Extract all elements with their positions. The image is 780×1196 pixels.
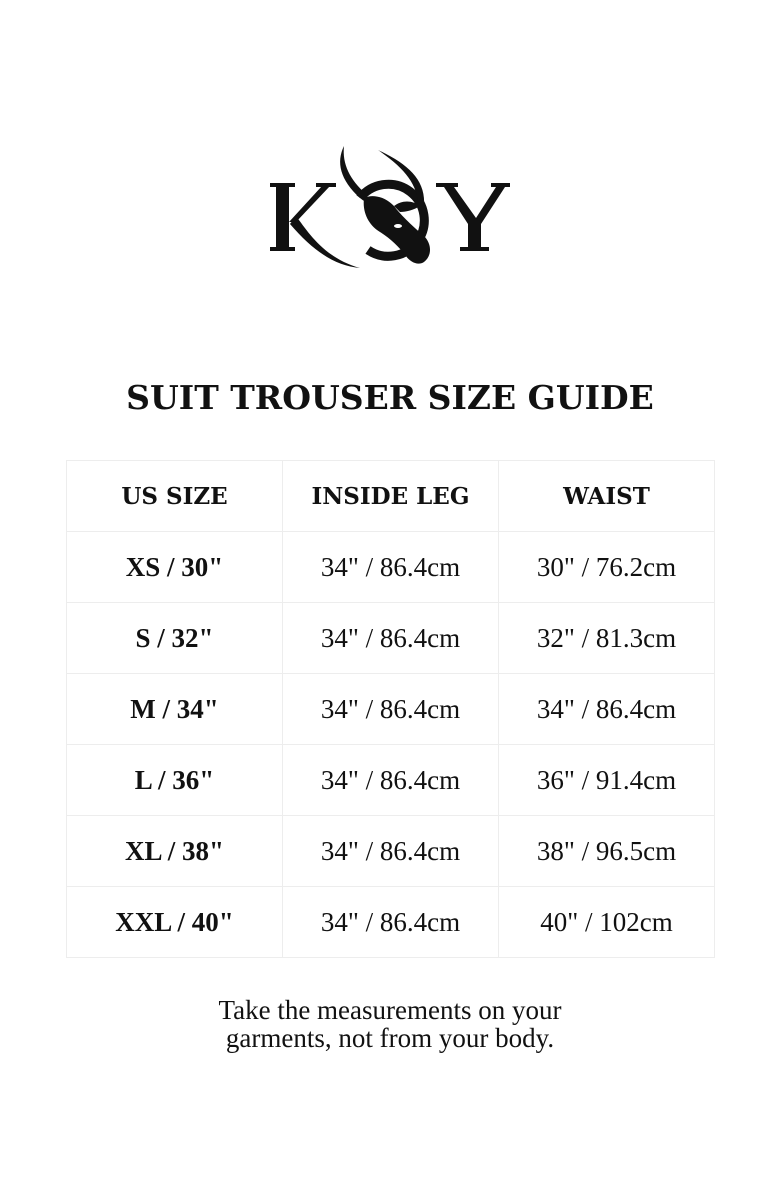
waist-cell: 32" / 81.3cm bbox=[499, 603, 715, 674]
column-header-inside-leg: INSIDE LEG bbox=[283, 461, 499, 532]
size-cell: S / 32" bbox=[67, 603, 283, 674]
table-row bbox=[67, 532, 715, 603]
column-header-waist: WAIST bbox=[499, 461, 715, 532]
size-cell: XXL / 40" bbox=[67, 887, 283, 958]
size-cell: XL / 38" bbox=[67, 816, 283, 887]
table-header-row bbox=[67, 461, 715, 532]
size-cell: L / 36" bbox=[67, 745, 283, 816]
table-row bbox=[67, 745, 715, 816]
table-row bbox=[67, 674, 715, 745]
waist-cell: 40" / 102cm bbox=[499, 887, 715, 958]
waist-cell: 34" / 86.4cm bbox=[499, 674, 715, 745]
table-row bbox=[67, 887, 715, 958]
measurement-note bbox=[0, 996, 780, 1052]
logo-letter-y bbox=[436, 183, 510, 251]
table-row bbox=[67, 816, 715, 887]
column-header-us-size: US SIZE bbox=[67, 461, 283, 532]
inside-leg-cell: 34" / 86.4cm bbox=[283, 816, 499, 887]
size-cell: M / 34" bbox=[67, 674, 283, 745]
inside-leg-cell: 34" / 86.4cm bbox=[283, 745, 499, 816]
logo-letter-k bbox=[270, 183, 360, 268]
table-row bbox=[67, 603, 715, 674]
waist-cell: 36" / 91.4cm bbox=[499, 745, 715, 816]
size-table bbox=[66, 460, 715, 958]
inside-leg-cell: 34" / 86.4cm bbox=[283, 887, 499, 958]
measurement-note-line-1: Take the measurements on your bbox=[218, 995, 562, 1025]
size-cell: XS / 30" bbox=[67, 532, 283, 603]
koy-logo-icon bbox=[260, 140, 520, 280]
page-title: SUIT TROUSER SIZE GUIDE bbox=[126, 378, 654, 417]
inside-leg-cell: 34" / 86.4cm bbox=[283, 603, 499, 674]
inside-leg-cell: 34" / 86.4cm bbox=[283, 532, 499, 603]
brand-logo bbox=[260, 140, 520, 280]
measurement-note-line-2: garments, not from your body. bbox=[225, 1023, 555, 1053]
waist-cell: 38" / 96.5cm bbox=[499, 816, 715, 887]
waist-cell: 30" / 76.2cm bbox=[499, 532, 715, 603]
inside-leg-cell: 34" / 86.4cm bbox=[283, 674, 499, 745]
